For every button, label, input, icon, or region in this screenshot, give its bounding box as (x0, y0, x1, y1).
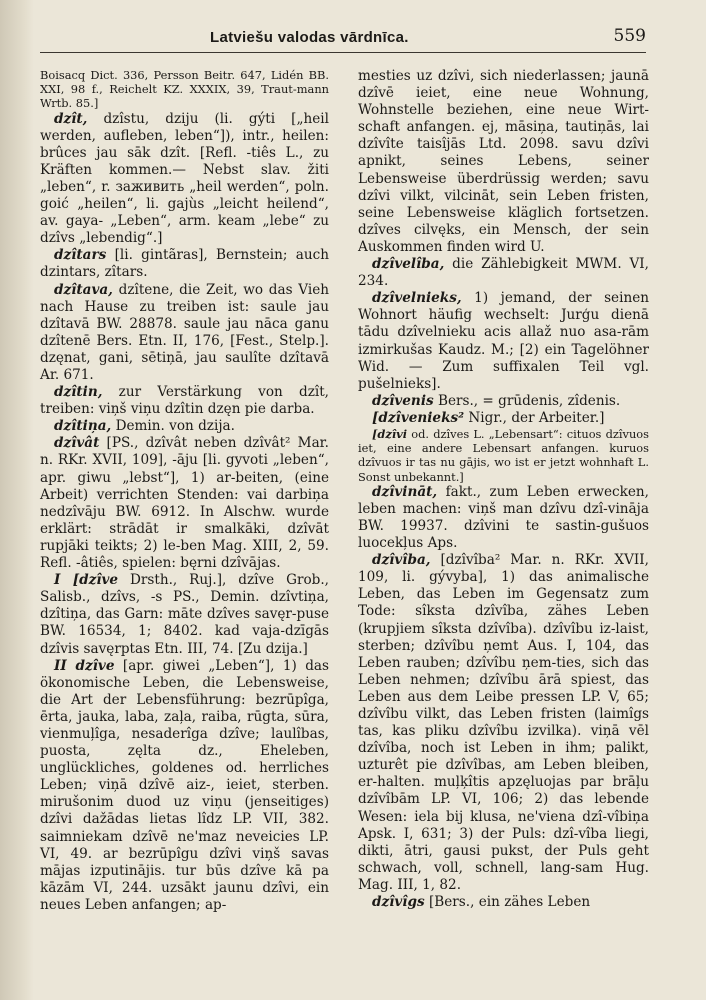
headword: dzîvenis (372, 392, 434, 409)
headword: [dzîvi (372, 426, 408, 441)
entry-text: Drsth., Ruj.], dzîve Grob., Salisb., dzîvs, -s PS., Demin. dzîvtiņa, dzîtiņa, das Garn: māte dzîves savęr-puse BW. 16534, 1; 8402. kad vaja-dzīgās dzîvis savęrptas Etn. III, 74. [Zu dzija.] (40, 572, 329, 657)
right-column (358, 68, 649, 911)
entry-text: [dzîvîba² Mar. n. RKr. XVII, 109, li. gývyba], 1) das animalische Leben, das Leben im Gegensatz zum Tode: sîksta dzîvîba, zähes Leben (krupjiem sîksta dzîvîba). dzîvîbu iz-laist, sterben; dzîvîbu ņemt Aus. I, 104, das Leben rauben; dzîvîbu ņem-ties, sich das Leben nehmen; dzîvîbu ārā spiest, das Leben aus dem Leibe pressen LP. V, 65; dzîvîbu vilkt, das Leben fristen (laimîgs tas, kas pliku dzîvîbu izvilka). viņā vēl dzîvîba, noch ist Leben in ihm; palikt, uzturêt pie dzîvîbas, am Leben bleiben, er-halten. muļķîtis apzęluojas par brāļu dzîvîbām LP. VI, 106; 2) das lebende Wesen: iela bij klusa, ne'viena dzî-vîbiņa Apsk. I, 631; 3) der Puls: dzî-vîba liegi, dikti, ātri, gausi pukst, der Puls geht schwach, voll, schnell, lang-sam Hug. Mag. III, 1, 82. (358, 552, 649, 893)
headword: I [dzîve (54, 572, 119, 589)
entry-text: 1) jemand, der seinen Wohnort häufig wechselt: Jurģu dienā tādu dzîvelnieku acis allaž nuo asa-rām izmirkušas Kaudz. M.; [2) ein Tagelöhner Wid. — Zum suffixalen Teil vgl. pušelnieks]. (358, 290, 649, 392)
headword: dzîvîba, (372, 552, 431, 569)
entry-dzivat (40, 435, 329, 572)
page-number: 559 (613, 26, 646, 46)
entry-dziveliba (358, 256, 649, 290)
entry-dzivelnieks (358, 290, 649, 393)
entry-text: dzîstu, dziju (li. gýti [„heil werden, aufleben, leben“]), intr., heilen: brûces jau sāk dzît. [Refl. -tiês L., zu Kräften kommen.— Nebst slav. žiti „leben“, r. заживить „heil werden“, poln. goić „heilen“, li. gajùs „leicht heilend“, av. gaya- „Leben“, arm. keam „lebe“ zu dzîvs „lebendig“.] (40, 110, 329, 247)
entry-dzive-2 (40, 658, 329, 914)
entry-text: Bers., = grūdenis, zîdenis. (433, 392, 621, 409)
entry-dzitars (40, 247, 329, 281)
entry-continuation: Boisacq Dict. 336, Persson Beitr. 647, Lidén BB. XXI, 98 f., Reichelt KZ. XXXIX, 39, Traut-mann Wrtb. 85.] (40, 68, 329, 111)
entry-text: Demin. von dzija. (111, 418, 235, 435)
entry-dzit (40, 111, 329, 248)
headword: dzîvât (54, 435, 100, 452)
headword: dzîvināt, (372, 483, 438, 500)
headword: dzîtin, (54, 384, 103, 401)
headword: dzîtava, (54, 281, 113, 298)
headword: dzîtars (54, 247, 107, 264)
entry-dzivi (358, 427, 649, 484)
entry-dzivigs (358, 894, 649, 911)
entry-text: zur Verstärkung von dzît, treiben: viņš viņu dzîtin dzęn pie darba. (40, 384, 329, 418)
entry-text: Nigr., der Arbeiter.] (464, 409, 605, 426)
left-column (40, 68, 329, 914)
headword: dzîvîgs (372, 894, 425, 911)
entry-dzitava (40, 282, 329, 385)
headword: [dzîvenieks² (372, 409, 465, 426)
entry-text: od. dzîves L. „Lebensart“: cituos dzîvuos iet, eine andere Lebensart anfangen. kuruos dzîvuos ir tas nu gājis, wo ist er jetzt wohnhaft L. Sonst unbekannt.] (358, 426, 649, 484)
headword: dzîvelîba, (372, 256, 445, 273)
headword: II dzîve (54, 657, 115, 674)
entry-text: dzîtene, die Zeit, wo das Vieh nach Hause zu treiben ist: saule jau dzîtavā BW. 28878. saule jau nāca ganu dzîtenē Bers. Etn. II, 176, [Fest., Stelp.]. dzęnat, gani, sētiņā, jau saulîte dzîtavā Ar. 671. (40, 281, 329, 384)
entry-dzivinat (358, 484, 649, 552)
page-header (40, 22, 646, 53)
entry-dzivenieks (358, 410, 649, 427)
entry-dzitina (40, 418, 329, 435)
headword: dzîvelnieks, (372, 290, 462, 307)
entry-text: die Zählebigkeit MWM. VI, 234. (358, 256, 649, 290)
entry-text: fakt., zum Leben erwecken, leben machen: viņš man dzîvu dzî-vināja BW. 19937. dzîvini te sastin-gušuos luocekļus Aps. (358, 483, 649, 552)
entry-dzivenis (358, 393, 649, 410)
entry-text: [apr. giwei „Leben“], 1) das ökonomische Leben, die Lebensweise, die Art der Lebensführung: bezrūpîga, ērta, jauka, laba, zaļa, raiba, rūgta, sūra, vienmuļîga, nesaderîga dzîve; laulîbas, puosta, zęlta dz., Eheleben, unglückliches, goldenes od. herrliches Leben; viņā dzîvē aiz-, ieiet, sterben. mirušonim duod uz viņu (jenseitiges) dzîvi dažādas lietas lîdz LP. VII, 382. saimniekam dzîvē ne'maz neveicies LP. VI, 49. ar bezrūpîgu dzîvi viņš savas mājas izputinājis. tur būs dzîve kā pa kāzām VI, 244. uzsākt jaunu dzîvi, ein neues Leben anfangen; ap- (40, 657, 329, 913)
entry-text: mesties uz dzîvi, sich niederlassen; jaunā dzîvē ieiet, eine neue Wohnung, Wohnstelle beziehen, eine neue Wirt-schaft anfangen. ej, māsiņa, tautiņās, lai dzîvîte taisîjās Ltd. 2098. savu dzîvi apnikt, seines Lebens, seiner Lebensweise überdrüssig werden; savu dzîvi vilkt, vilcināt, sein Leben fristen, seine Lebensweise kläglich fortsetzen. dzîves cilvęks, ein Mensch, der sein Auskommen finden wird U. (358, 68, 649, 255)
book-spine-shadow (0, 0, 34, 1000)
entry-text: [Bers., ein zähes Leben (424, 894, 591, 911)
entry-dzitin (40, 384, 329, 418)
headword: dzît, (54, 110, 88, 127)
entry-text: [PS., dzîvât neben dzîvât² Mar. n. RKr. XVII, 109], -āju [li. gyvoti „leben“, apr. giwu „lebst“], 1) ar-beiten, (eine Arbeit) verrichten Stenden: vai darbiņa nedzîvāju BW. 6912. In Alschw. wurde erklärt: strādāt ir smalkāki, dzîvāt rupjāki teikts; 2) le-ben Mag. XIII, 2, 59. Refl. -âtiês, spielen: bęrni dzîvājas. (40, 435, 329, 572)
entry-dzive-1 (40, 572, 329, 657)
entry-text: [li. gintãras], Bernstein; auch dzintars, zîtars. (40, 247, 329, 281)
entry-continuation (358, 68, 649, 256)
entry-dziviba (358, 552, 649, 894)
running-title: Latviešu valodas vārdnīca. (210, 29, 409, 46)
headword: dzîtiņa, (54, 418, 112, 435)
